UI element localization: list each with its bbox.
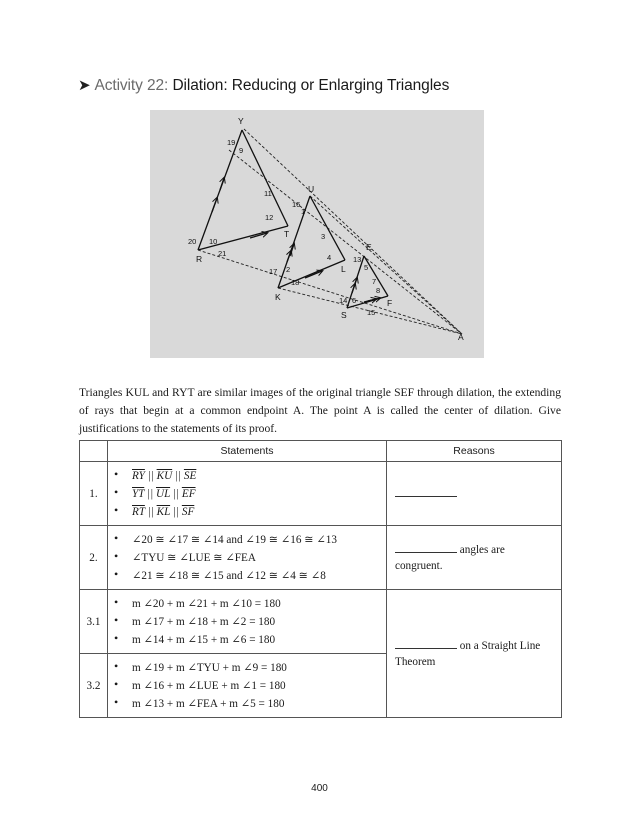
parallel-sign: || [172,505,180,518]
point-label-s: S [341,310,347,320]
segment: $\overline{SE}$ [183,469,197,482]
angle-label-8: 8 [376,286,381,295]
answer-blank[interactable] [395,486,457,497]
bullet-icon: • [114,694,119,709]
row-number: 1. [80,462,108,526]
bullet-icon: • [114,658,119,673]
answer-blank[interactable] [395,638,457,649]
parallel-sign: || [174,469,182,482]
statement-line [114,631,386,649]
point-label-e: E [366,242,372,252]
header-reasons: Reasons [387,441,562,462]
angle-label-7: 7 [372,277,377,286]
proof-table [79,440,562,718]
statement-cell [108,526,387,590]
activity-number: Activity 22: [94,77,169,94]
statement-text: ∠21 ≅ ∠18 ≅ ∠15 and ∠12 ≅ ∠4 ≅ ∠8 [132,569,326,582]
reason-text: angles are congruent. [395,543,505,572]
table-header-row [80,441,562,462]
segment: $\overline{EF}$ [181,487,196,500]
reason-text: on a Straight Line Theorem [395,639,541,668]
reason-cell [387,526,562,590]
angle-label-2: 2 [286,265,291,274]
point-label-u: U [308,184,315,194]
angle-label-21: 21 [218,249,227,258]
point-label-a: A [458,332,464,342]
angle-label-11: 11 [264,189,272,198]
statement-text: ∠TYU ≅ ∠LUE ≅ ∠FEA [132,551,256,564]
statement-text: m ∠20 + m ∠21 + m ∠10 = 180 [132,597,281,610]
point-label-t: T [284,229,290,239]
angle-label-13: 13 [353,255,362,264]
statement-line [114,503,386,521]
point-label-f: F [387,298,393,308]
angle-label-9: 9 [239,146,244,155]
statement-text: m ∠14 + m ∠15 + m ∠6 = 180 [132,633,276,646]
arrow-icon: ➤ [78,77,91,94]
segment: $\overline{UL}$ [156,487,171,500]
activity-heading [78,76,449,95]
page-number: 400 [311,783,328,794]
answer-blank[interactable] [395,542,457,553]
row-number: 3.1 [80,590,108,654]
segment: $\overline{RY}$ [132,469,145,482]
statement-line [114,695,386,713]
table-row [80,462,562,526]
statement-text: ∠20 ≅ ∠17 ≅ ∠14 and ∠19 ≅ ∠16 ≅ ∠13 [132,533,337,546]
bullet-icon: • [114,502,119,517]
point-label-l: L [341,264,346,274]
segment: $\overline{KU}$ [156,469,173,482]
activity-title: Dilation: Reducing or Enlarging Triangles [172,77,450,94]
segment: $\overline{KL}$ [156,505,171,518]
header-statements: Statements [108,441,387,462]
bullet-icon: • [114,594,119,609]
angle-label-17: 17 [269,267,278,276]
statement-line [114,549,386,567]
bullet-icon: • [114,676,119,691]
angle-label-15: 15 [367,308,376,317]
header-num-cell [80,441,108,462]
bullet-icon: • [114,484,119,499]
table-row [80,590,562,654]
statement-line [114,677,386,695]
angle-label-6: 6 [352,296,357,305]
segment: $\overline{RT}$ [132,505,145,518]
statement-text: m ∠17 + m ∠18 + m ∠2 = 180 [132,615,276,628]
bullet-icon: • [114,530,119,545]
reason-cell [387,462,562,526]
statement-text: m ∠16 + m ∠LUE + m ∠1 = 180 [132,679,286,692]
statement-text: m ∠13 + m ∠FEA + m ∠5 = 180 [132,697,285,710]
statement-cell [108,462,387,526]
angle-label-10: 10 [209,237,218,246]
point-label-y: Y [238,116,244,126]
point-label-k: K [275,292,281,302]
statement-cell [108,654,387,718]
statement-line [114,485,386,503]
statement-line [114,659,386,677]
angle-label-20: 20 [188,237,197,246]
angle-label-12: 12 [265,213,274,222]
angle-label-3: 3 [321,232,326,241]
angle-label-5: 5 [364,263,369,272]
bullet-icon: • [114,466,119,481]
statement-line [114,567,386,585]
parallel-sign: || [172,487,180,500]
angle-label-14: 14 [339,296,348,305]
table-row [80,526,562,590]
statement-line [114,531,386,549]
bullet-icon: • [114,566,119,581]
bullet-icon: • [114,630,119,645]
row-number: 2. [80,526,108,590]
statement-text: m ∠19 + m ∠TYU + m ∠9 = 180 [132,661,287,674]
segment: $\overline{SF}$ [181,505,195,518]
dilation-figure [150,110,484,358]
bullet-icon: • [114,548,119,563]
angle-label-16: 16 [292,200,301,209]
angle-label-1: 1 [301,207,306,216]
statement-line [114,595,386,613]
parallel-sign: || [147,487,154,500]
bullet-icon: • [114,612,119,627]
intro-paragraph: Triangles KUL and RYT are similar images of the original triangle SEF through dilation, the extending of rays that begin at a common endpoint A. The point A is called the center of dilation. Give justifications to the statements of its proof. [79,386,561,435]
segment: $\overline{YT}$ [132,487,145,500]
reason-cell [387,590,562,718]
parallel-sign: || [147,505,154,518]
point-label-r: R [196,254,203,264]
statement-line [114,613,386,631]
row-number: 3.2 [80,654,108,718]
angle-label-4: 4 [327,253,332,262]
statement-cell [108,590,387,654]
angle-label-19: 19 [227,138,236,147]
angle-label-18: 18 [291,278,300,287]
parallel-sign: || [147,469,154,482]
statement-line [114,467,386,485]
